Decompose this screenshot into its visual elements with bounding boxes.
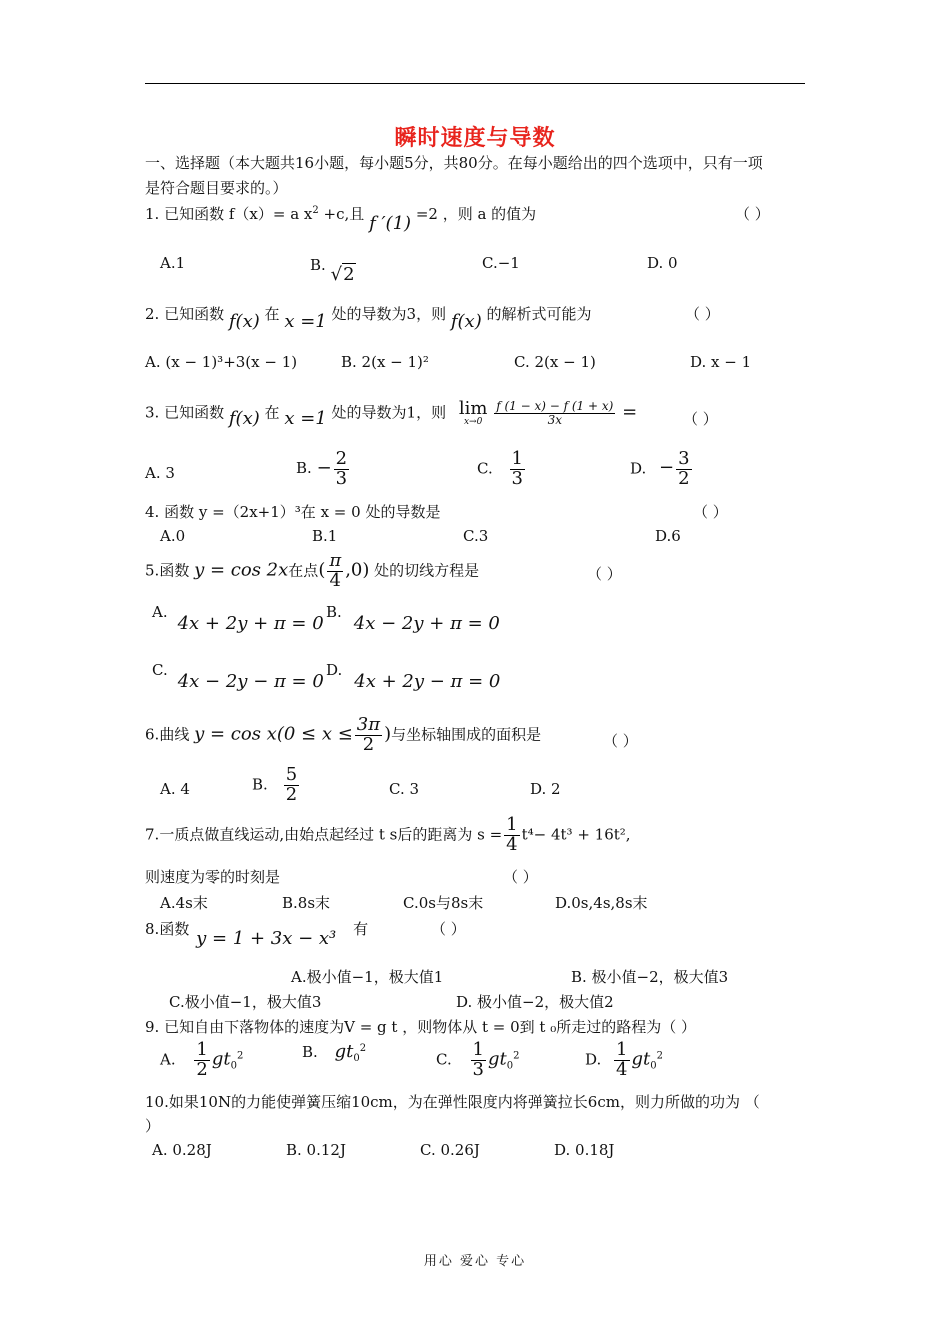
q6-option-c: C. 3 xyxy=(389,780,420,798)
q8-number: 8. xyxy=(145,920,160,938)
q8-answer-paren: （ ） xyxy=(431,920,466,938)
q9-option-c: C. $\frac{1}{3}$ $gt_0^2$ xyxy=(436,1039,520,1080)
q4-text: 函数 y =（2x+1）³在 x = 0 处的导数是 xyxy=(164,503,441,521)
q4-option-b: B.1 xyxy=(312,527,338,545)
q8-expr: y = 1 + 3x − x³ xyxy=(196,928,337,949)
q5-option-b: B.4x − 2y + π = 0 xyxy=(326,603,500,634)
q1-number: 1. xyxy=(145,205,160,223)
q1-option-c: C.−1 xyxy=(482,254,520,272)
q1-answer-paren: （ ） xyxy=(735,205,770,223)
section-intro-line1: 一、选择题（本大题共16小题，每小题5分，共80分。在每小题给出的四个选项中，只有一项 xyxy=(145,154,763,172)
q6-option-b: B. $\frac{5}{2}$ xyxy=(252,764,298,805)
page-title: 瞬时速度与导数 xyxy=(394,125,556,151)
q4-option-d: D.6 xyxy=(655,527,681,545)
question-7: 7.一质点做直线运动,由始点起经过 t s后的距离为 s = $\frac{1}{4}$ t⁴− 4t³ + 16t², xyxy=(145,814,631,855)
q8-text-a: 函数 xyxy=(159,920,190,938)
header-rule xyxy=(145,83,805,84)
q1-exponent: 2 xyxy=(312,205,319,216)
q10-option-b: B. 0.12J xyxy=(286,1141,346,1159)
q2-answer-paren: （ ） xyxy=(685,305,720,323)
q7-number: 7. xyxy=(145,825,160,844)
q3-option-d: D. − $\frac{3}{2}$ xyxy=(630,448,690,489)
q3-fx: f(x) xyxy=(228,407,260,429)
q3-answer-paren: （ ） xyxy=(683,410,718,428)
q2-option-d: D. x − 1 xyxy=(690,353,752,371)
q3-text-c: 处的导数为1，则 xyxy=(331,403,447,422)
q3-x1: x =1 xyxy=(284,407,327,429)
q6-option-a: A. 4 xyxy=(160,780,190,798)
question-3 xyxy=(145,400,637,427)
q7-option-a: A.4s末 xyxy=(160,894,208,912)
q3-limit: lim x→0 xyxy=(458,398,488,427)
q4-answer-paren: （ ） xyxy=(693,503,728,521)
q2-text-a: 已知函数 xyxy=(164,305,225,323)
q8-option-d: D. 极小值−2，极大值2 xyxy=(456,993,614,1011)
q1-option-b: B. √2 xyxy=(310,256,355,285)
q3-text-a: 已知函数 xyxy=(164,403,225,422)
q9-number: 9. xyxy=(145,1018,160,1036)
q1-fprime: f ′(1) xyxy=(369,213,412,234)
q1-option-a: A.1 xyxy=(160,254,186,272)
q4-option-a: A.0 xyxy=(160,527,186,545)
q2-text-b: 在 xyxy=(264,305,280,323)
q6-answer-paren: （ ） xyxy=(603,732,638,750)
q5-option-c: C.4x − 2y − π = 0 xyxy=(152,661,324,692)
q8-option-b: B. 极小值−2，极大值3 xyxy=(571,968,729,986)
q8-option-c: C.极小值−1，极大值3 xyxy=(169,993,322,1011)
q5-expr: y = cos 2x xyxy=(194,559,289,581)
q9-option-d: D. $\frac{1}{4}$ $gt_0^2$ xyxy=(585,1039,664,1080)
q6-expr: y = cos x(0 ≤ x ≤ xyxy=(194,723,353,745)
q5-answer-paren: （ ） xyxy=(587,565,622,583)
q3-option-c: C. $\frac{1}{3}$ xyxy=(477,448,523,489)
q1-text-b: +c,且 xyxy=(323,205,365,223)
q4-number: 4. xyxy=(145,503,160,521)
q6-text-b: 与坐标轴围成的面积是 xyxy=(391,725,542,744)
q5-text-c: 处的切线方程是 xyxy=(374,561,480,580)
q1-text-c: =2 ，则 a 的值为 xyxy=(415,205,537,223)
q6-option-d: D. 2 xyxy=(530,780,561,798)
q3-text-b: 在 xyxy=(264,403,280,422)
question-2 xyxy=(145,303,592,332)
q10-option-a: A. 0.28J xyxy=(152,1141,212,1159)
q5-number: 5. xyxy=(145,561,160,580)
q2-text-d: 的解析式可能为 xyxy=(486,305,592,323)
q2-option-a: A. (x − 1)³+3(x − 1) xyxy=(145,353,298,371)
q7-text-a: 一质点做直线运动,由始点起经过 t s后的距离为 s = xyxy=(159,825,503,844)
question-5: 5.函数 y = cos 2x在点( $\frac{\pi}{4}$ ,0) 处的切线方程是 xyxy=(145,550,480,591)
q7-answer-paren: （ ） xyxy=(503,868,538,886)
q3-option-a: A. 3 xyxy=(145,464,175,482)
q7-option-b: B.8s末 xyxy=(282,894,331,912)
q7-option-d: D.0s,4s,8s末 xyxy=(555,894,648,912)
q8-text-b: 有 xyxy=(353,920,369,938)
q10-text: 如果10N的力能使弹簧压缩10cm，为在弹性限度内将弹簧拉长6cm，则力所做的功为 （ xyxy=(168,1093,760,1111)
q1-text-a: 已知函数 f（x）= a x xyxy=(164,205,313,223)
q4-option-c: C.3 xyxy=(463,527,489,545)
q2-x1: x =1 xyxy=(284,311,327,332)
q3-limit-fraction: $\frac{f (1 - x) - f (1 + x)}{3x}$ xyxy=(496,399,614,427)
question-1 xyxy=(145,203,537,234)
q6-text-a: 曲线 xyxy=(159,725,190,744)
q9-option-b: B. $gt_0^2$ xyxy=(302,1041,367,1064)
q5-text-b: 在点 xyxy=(288,561,319,580)
q10-number: 10. xyxy=(145,1093,169,1111)
q10-option-d: D. 0.18J xyxy=(554,1141,615,1159)
q7-line2: 则速度为零的时刻是 xyxy=(145,868,281,886)
q7-text-b: t⁴− 4t³ + 16t², xyxy=(521,825,631,844)
question-8 xyxy=(145,918,369,949)
q2-option-b: B. 2(x − 1)² xyxy=(341,353,429,371)
q2-number: 2. xyxy=(145,305,160,323)
q9-text: 已知自由下落物体的速度为V = g t ，则物体从 t = 0到 t ₀所走过的路程为（ ） xyxy=(164,1018,696,1036)
q1-option-d: D. 0 xyxy=(647,254,678,272)
q3-equals: = xyxy=(622,401,638,423)
q2-option-c: C. 2(x − 1) xyxy=(514,353,596,371)
section-intro-line2: 是符合题目要求的。） xyxy=(145,179,288,197)
q10-close-paren: ） xyxy=(145,1117,161,1135)
q8-option-a: A.极小值−1，极大值1 xyxy=(291,968,444,986)
q7-option-c: C.0s与8s末 xyxy=(403,894,484,912)
q5-option-a: A.4x + 2y + π = 0 xyxy=(152,603,324,634)
q2-text-c: 处的导数为3，则 xyxy=(331,305,447,323)
q2-fx: f(x) xyxy=(228,311,260,332)
q5-text-a: 函数 xyxy=(159,561,190,580)
q2-fx2: f(x) xyxy=(450,311,482,332)
q9-option-a: A. $\frac{1}{2}$ $gt_0^2$ xyxy=(160,1039,244,1080)
q3-number: 3. xyxy=(145,403,160,422)
question-4 xyxy=(145,501,440,522)
page-footer: 用心 爱心 专心 xyxy=(423,1254,527,1269)
question-9 xyxy=(145,1016,696,1037)
question-10 xyxy=(145,1091,760,1112)
q3-option-b: B. − $\frac{2}{3}$ xyxy=(296,448,348,489)
q5-option-d: D.4x + 2y − π = 0 xyxy=(326,661,501,692)
question-6: 6.曲线 y = cos x(0 ≤ x ≤ $\frac{3\pi}{2}$ )与坐标轴围成的面积是 xyxy=(145,714,542,755)
q1-option-b-math: 2 xyxy=(343,264,355,285)
q6-number: 6. xyxy=(145,725,160,744)
q10-option-c: C. 0.26J xyxy=(420,1141,480,1159)
